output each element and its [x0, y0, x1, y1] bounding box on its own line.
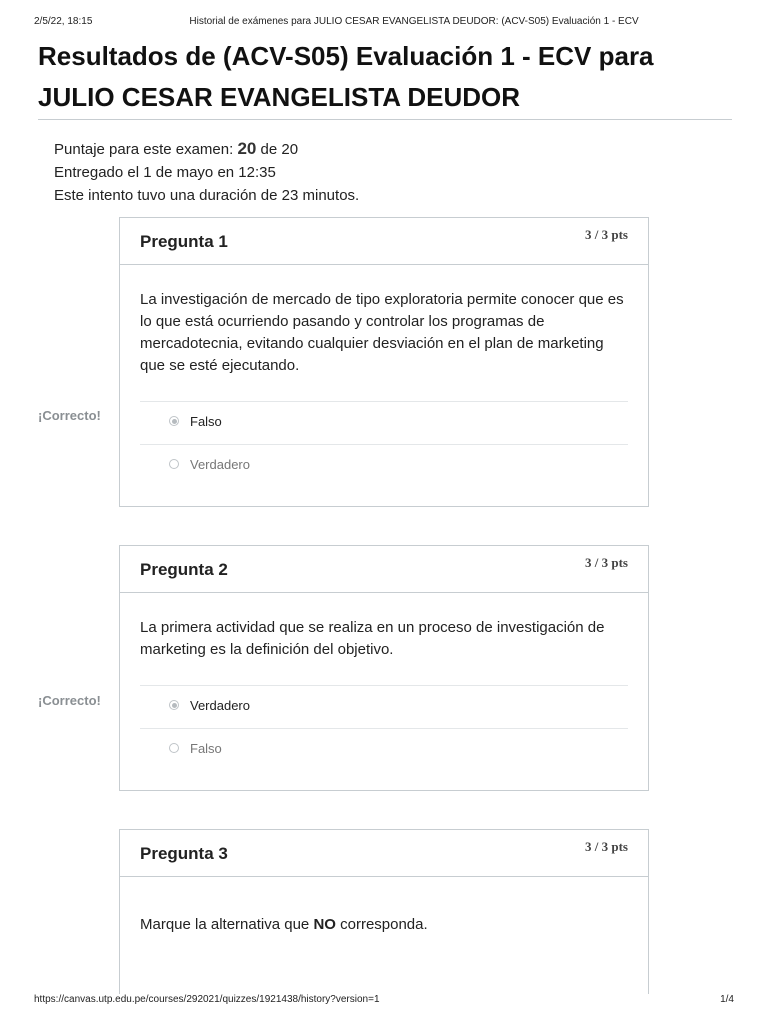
submitted-line: Entregado el 1 de mayo en 12:35: [54, 164, 276, 181]
page-title-line-2: JULIO CESAR EVANGELISTA DEUDOR: [38, 82, 521, 112]
radio-unselected-icon[interactable]: [169, 743, 179, 753]
answer-label: Verdadero: [190, 698, 250, 713]
answer-option[interactable]: [140, 401, 628, 444]
page-title: [38, 36, 728, 118]
question-title: Pregunta 2: [140, 560, 228, 579]
question-header: [120, 218, 648, 265]
print-header: [34, 16, 734, 30]
page-title-line-1: Resultados de (ACV-S05) Evaluación 1 - ECV para: [38, 41, 654, 71]
question-text: La investigación de mercado de tipo exploratoria permite conocer que es lo que está ocurriendo pasando y controlar los programas de mercadotecnia, evitando cualquier desviación en el plan de marketing que se esté ejecutando.: [140, 291, 624, 374]
question-points: 3 / 3 pts: [585, 227, 628, 242]
question-title: Pregunta 1: [140, 232, 228, 251]
question-card-2: [119, 545, 649, 791]
question-text-prefix: Marque la alternativa que: [140, 916, 314, 933]
answer-label: Verdadero: [190, 457, 250, 472]
score-prefix: Puntaje para este examen:: [54, 141, 238, 158]
score-value: 20: [237, 139, 257, 158]
answer-label: Falso: [190, 741, 222, 756]
question-points: 3 / 3 pts: [585, 555, 628, 570]
question-card-3: [119, 829, 649, 994]
question-header: [120, 546, 648, 593]
correct-flag: ¡Correcto!: [38, 693, 107, 708]
answer-option[interactable]: [140, 728, 628, 771]
print-footer: [34, 994, 734, 1008]
title-divider: [38, 119, 732, 120]
print-date: 2/5/22, 18:15: [34, 16, 93, 27]
correct-flag: ¡Correcto!: [38, 408, 107, 423]
answer-label: Falso: [190, 414, 222, 429]
question-text-suffix: corresponda.: [335, 916, 428, 933]
question-header: [120, 830, 648, 877]
score-suffix: de 20: [256, 141, 299, 158]
question-text: [140, 914, 628, 936]
question-text-emphasis: NO: [313, 916, 336, 933]
answer-option[interactable]: [140, 685, 628, 728]
question-text: La primera actividad que se realiza en un proceso de investigación de marketing es la definición del objetivo.: [140, 619, 605, 658]
answer-list: [140, 401, 628, 487]
print-url: https://canvas.utp.edu.pe/courses/292021/quizzes/1921438/history?version=1: [34, 994, 380, 1005]
question-points: 3 / 3 pts: [585, 839, 628, 854]
quiz-summary: [54, 137, 359, 207]
print-document-title: Historial de exámenes para JULIO CESAR EVANGELISTA DEUDOR: (ACV-S05) Evaluación 1 - ECV: [189, 16, 639, 27]
score-line: [54, 137, 359, 161]
question-card-1: [119, 217, 649, 507]
answer-list: [140, 685, 628, 771]
question-title: Pregunta 3: [140, 844, 228, 863]
radio-selected-icon[interactable]: [169, 416, 179, 426]
duration-line: Este intento tuvo una duración de 23 minutos.: [54, 187, 360, 204]
radio-unselected-icon[interactable]: [169, 459, 179, 469]
print-page-number: 1/4: [720, 994, 734, 1005]
radio-selected-icon[interactable]: [169, 700, 179, 710]
answer-option[interactable]: [140, 444, 628, 487]
